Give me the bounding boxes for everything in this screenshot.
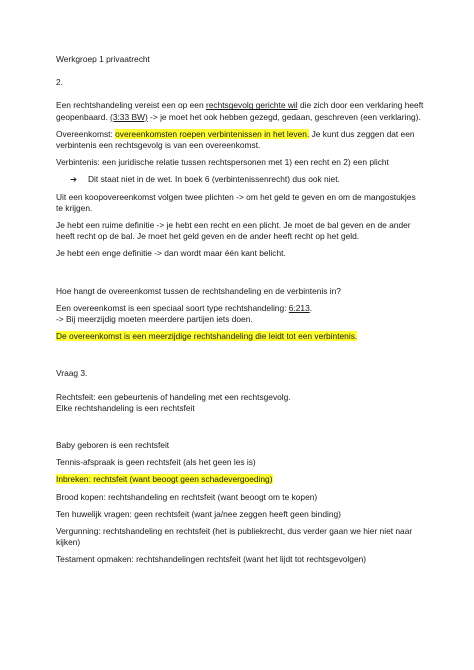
law-reference: 6:213 xyxy=(288,302,310,313)
text-span: -> je moet het ook hebben gezegd, gedaan, geschreven (een verklaring). xyxy=(147,111,421,122)
paragraph-enge-definitie: Je hebt een enge definitie -> dan wordt maar één kant belicht. xyxy=(56,248,286,259)
bullet-text: Dit staat niet in de wet. In boek 6 (verbintenissenrecht) dus ook niet. xyxy=(88,174,340,185)
paragraph-rechtsfeit xyxy=(56,392,424,414)
section-number-2: 2. xyxy=(56,77,63,88)
text-span: die zich door een verklaring heeft geopenbaard. xyxy=(56,100,424,122)
example-brood: Brood kopen: rechtshandeling en rechtsfeit (want beoogt om te kopen) xyxy=(56,491,318,502)
paragraph-meerzijdig xyxy=(56,331,424,342)
highlighted-sentence: Inbreken: rechtsfeit (want beoogt geen schadevergoeding) xyxy=(56,474,273,485)
paragraph-ruime-definitie: Je hebt een ruime definitie -> je hebt een recht en een plicht. Je moet de bal geven en de ander heeft recht op de bal. Je moet het geld geven en de ander heeft recht op het geld. xyxy=(56,220,411,242)
highlighted-sentence: De overeenkomst is een meerzijdige rechtshandeling die leidt tot een verbintenis. xyxy=(56,331,358,342)
text-span: Overeenkomst: xyxy=(56,128,116,139)
example-vergunning: Vergunning: rechtshandeling en rechtsfeit (het is publiekrecht, dus verder gaan we hier niet naar kijken) xyxy=(56,526,413,548)
question-3-heading: Vraag 3. xyxy=(56,368,88,379)
paragraph-koopovereenkomst: Uit een koopovereenkomst volgen twee plichten -> om het geld te geven en om de mangostukjes te krijgen. xyxy=(56,191,416,213)
arrow-right-icon: ➔ xyxy=(70,174,78,185)
example-tennis: Tennis-afspraak is geen rechtsfeit (als het geen les is) xyxy=(56,457,256,468)
highlighted-phrase: overeenkomsten roepen verbintenissen in het leven. xyxy=(115,128,310,139)
text-span: Rechtsfeit: een gebeurtenis of handeling met een rechtsgevolg. xyxy=(56,391,291,402)
paragraph-rechtshandeling xyxy=(56,100,424,122)
paragraph-overeenkomst xyxy=(56,129,424,151)
question-heading: Hoe hangt de overeenkomst tussen de rechtshandeling en de verbintenis in? xyxy=(56,285,341,296)
example-huwelijk: Ten huwelijk vragen: geen rechtsfeit (want ja/nee zeggen heeft geen binding) xyxy=(56,508,341,519)
arrow-bullet-item xyxy=(70,174,424,185)
text-span: Een overeenkomst is een speciaal soort type rechtshandeling: xyxy=(56,302,289,313)
text-span: -> Bij meerzijdig moeten meerdere partijen iets doen. xyxy=(56,314,253,325)
document-title: Werkgroep 1 privaatrecht xyxy=(56,54,150,64)
underlined-phrase: rechtsgevolg gerichte wil xyxy=(205,100,298,111)
text-span: Elke rechtshandeling is een rechtsfeit xyxy=(56,402,195,413)
paragraph-verbintenis: Verbintenis: een juridische relatie tussen rechtspersonen met 1) een recht en 2) een plicht xyxy=(56,157,389,168)
law-reference: (3:33 BW) xyxy=(110,111,148,122)
text-span: Een rechtshandeling vereist een op een xyxy=(56,100,206,111)
text-span: Je kunt dus zeggen dat een verbintenis een rechtsgevolg is van een overeenkomst. xyxy=(56,128,415,151)
example-baby: Baby geboren is een rechtsfeit xyxy=(56,440,170,451)
example-inbreken xyxy=(56,474,424,485)
text-span: . xyxy=(309,302,313,313)
example-testament: Testament opmaken: rechtshandelingen rechtsfeit (want het lijdt tot rechtsgevolgen) xyxy=(56,554,367,565)
paragraph-speciaal-soort xyxy=(56,303,424,325)
